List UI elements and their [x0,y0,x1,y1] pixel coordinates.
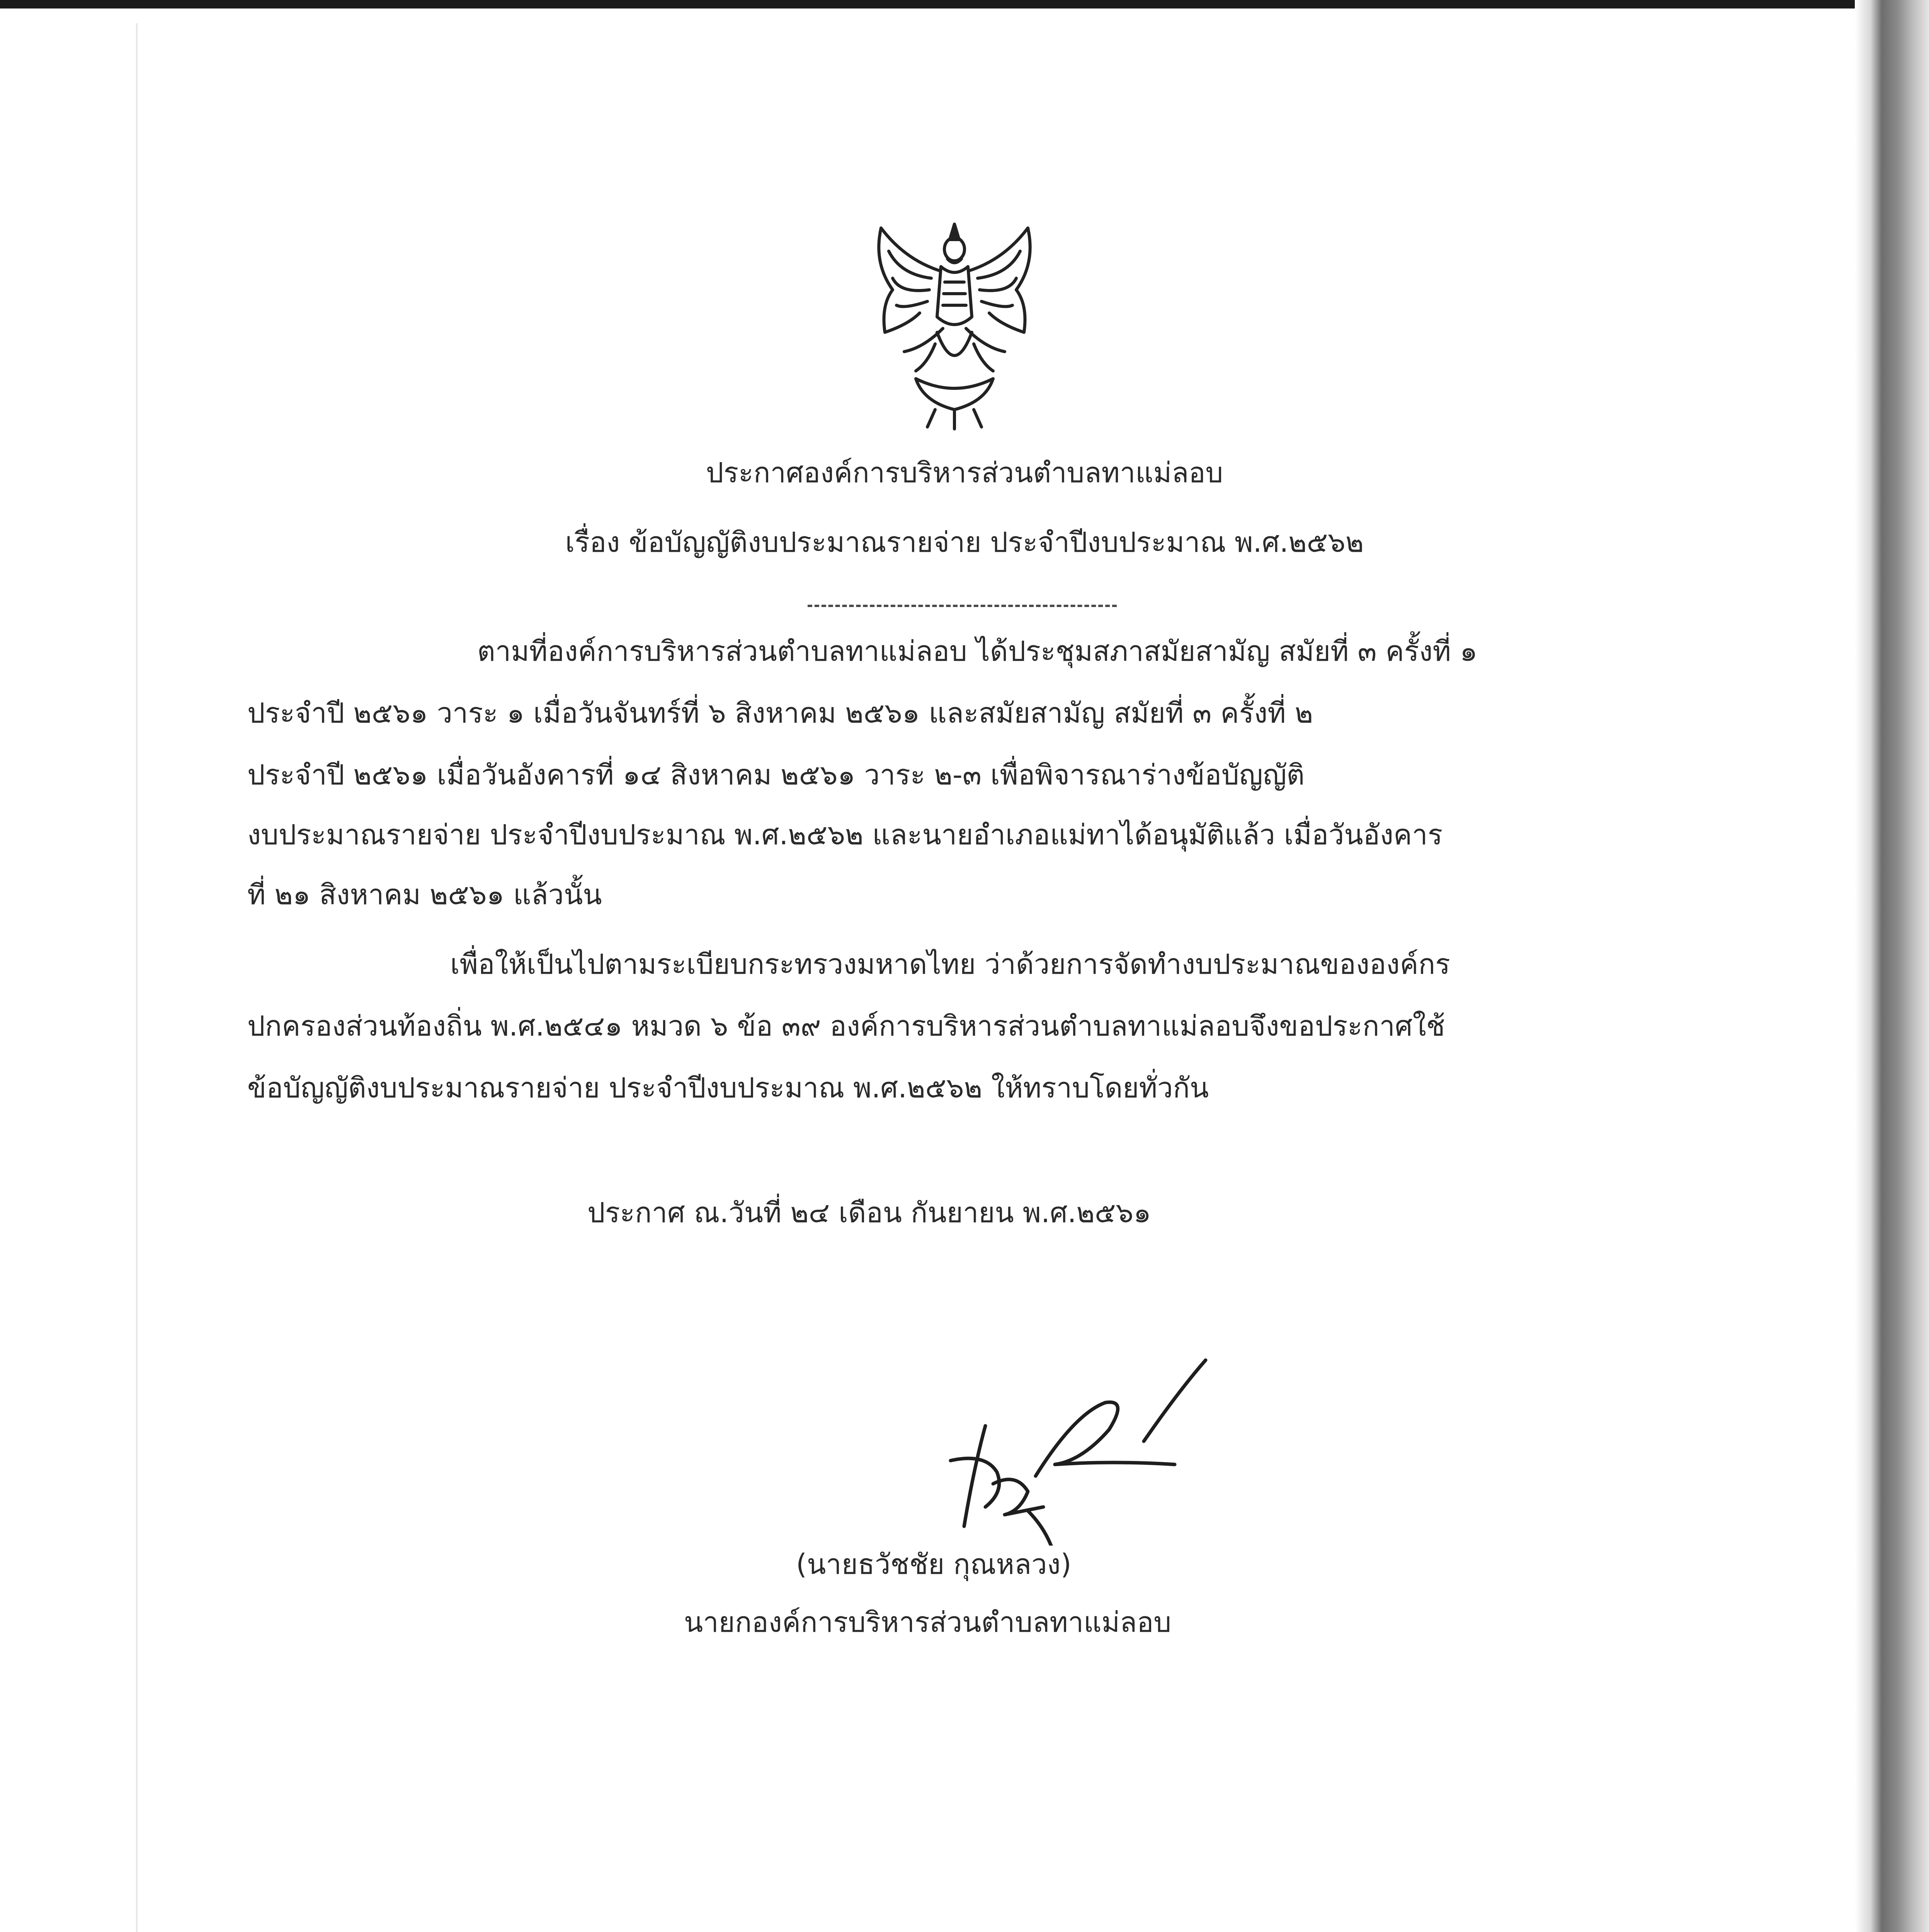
paragraph1-line2: ประจำปี ๒๕๖๑ วาระ ๑ เมื่อวันจันทร์ที่ ๖ สิงหาคม ๒๕๖๑ และสมัยสามัญ สมัยที่ ๓ ครั้งที่ ๒ [247,697,1313,729]
paragraph2-line3: ข้อบัญญัติงบประมาณรายจ่าย ประจำปีงบประมาณ พ.ศ.๒๕๖๒ ให้ทราบโดยทั่วกัน [247,1071,1209,1104]
title-divider [808,605,1117,607]
paragraph1-line3: ประจำปี ๒๕๖๑ เมื่อวันอังคารที่ ๑๔ สิงหาคม ๒๕๖๑ วาระ ๒-๓ เพื่อพิจารณาร่างข้อบัญญัติ [247,759,1305,791]
paragraph1-line1: ตามที่องค์การบริหารส่วนตำบลทาแม่ลอบ ได้ประชุมสภาสมัยสามัญ สมัยที่ ๓ ครั้งที่ ๑ [477,635,1478,667]
scan-top-edge [0,0,1863,9]
paragraph2-line1: เพื่อให้เป็นไปตามระเบียบกระทรวงมหาดไทย ว่าด้วยการจัดทำงบประมาณขององค์กร [450,948,1450,980]
paragraph1-line5: ที่ ๒๑ สิงหาคม ๒๕๖๑ แล้วนั้น [247,878,602,911]
garuda-emblem-icon [858,216,1051,433]
signer-name: (นายธวัชชัย กุณหลวง) [796,1548,1072,1580]
paragraph2-line2: ปกครองส่วนท้องถิ่น พ.ศ.๒๕๔๑ หมวด ๖ ข้อ ๓๙ องค์การบริหารส่วนตำบลทาแม่ลอบจึงขอประกาศใช้ [247,1010,1445,1042]
announcement-title: ประกาศองค์การบริหารส่วนตำบลทาแม่ลอบ [706,456,1223,489]
announcement-subject: เรื่อง ข้อบัญญัติงบประมาณรายจ่าย ประจำปีงบประมาณ พ.ศ.๒๕๖๒ [565,526,1364,558]
paragraph1-line4: งบประมาณรายจ่าย ประจำปีงบประมาณ พ.ศ.๒๕๖๒ และนายอำเภอแม่ทาได้อนุมัติแล้ว เมื่อวันอังคาร [247,818,1443,851]
scan-left-edge [136,23,138,1932]
signer-position: นายกองค์การบริหารส่วนตำบลทาแม่ลอบ [684,1606,1172,1638]
announcement-date: ประกาศ ณ.วันที่ ๒๔ เดือน กันยายน พ.ศ.๒๕๖๑ [587,1196,1151,1229]
scan-right-edge [1855,0,1929,1932]
handwritten-signature [927,1345,1221,1546]
